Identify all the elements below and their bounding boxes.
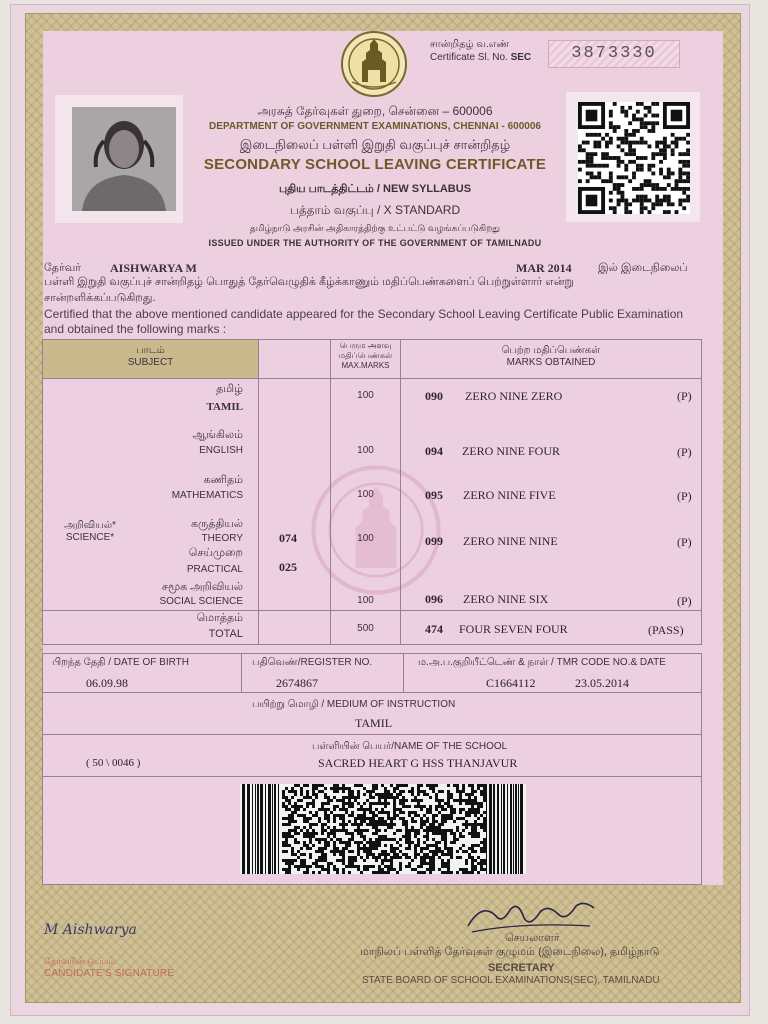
department-name-tamil: அரசுத் தேர்வுகள் துறை, சென்னை – 600006 [257, 104, 493, 118]
marks-words-maths: ZERO NINE FIVE [463, 488, 556, 502]
marks-words-total: FOUR SEVEN FOUR [459, 622, 568, 636]
register-label: பதிவெண்/REGISTER NO. [252, 657, 373, 668]
qr-code-icon [578, 102, 690, 214]
marks-words-science: ZERO NINE NINE [463, 534, 558, 548]
marks-words-tamil: ZERO NINE ZERO [465, 389, 563, 403]
certificate-title: SECONDARY SCHOOL LEAVING CERTIFICATE [203, 156, 547, 173]
statement-tamil-line3: சான்றளிக்கப்படுகிறது. [44, 292, 156, 304]
marks-english: 094 [425, 444, 443, 458]
authority-tamil: தமிழ்நாடு அரசின் அதிகாரத்திற்கு உட்பட்டு வழங்கப்படுகிறது [249, 223, 501, 233]
max-marks-total: 500 [357, 623, 374, 634]
max-marks-science: 100 [357, 533, 374, 544]
marks-maths: 095 [425, 488, 443, 502]
max-marks-maths: 100 [357, 489, 374, 500]
candidate-label-tamil: தேர்வர் [44, 262, 81, 274]
statement-tamil-line1: இல் இடைநிலைப் [598, 262, 688, 274]
marks-science: 099 [425, 534, 443, 548]
barcode-icon [240, 784, 526, 874]
result-social: (P) [677, 594, 692, 608]
max-marks-header: பெரும அளவு மதிப்பெண்கள் MAX.MARKS [338, 341, 393, 370]
syllabus: புதிய பாடத்திட்டம் / NEW SYLLABUS [278, 183, 472, 195]
school-name: SACRED HEART G HSS THANJAVUR [318, 756, 518, 770]
total-label: TOTAL [208, 628, 243, 640]
total-ta: மொத்தம் [196, 612, 243, 624]
result-total: (PASS) [648, 623, 684, 637]
science-practical-ta: செய்முறை [188, 547, 243, 559]
board-name-tamil: மாநிலப் பள்ளித் தேர்வுகள் குழுமம் (இடைநிலை), தமிழ்நாடு [360, 946, 660, 958]
subject-header: பாடம் SUBJECT [127, 345, 174, 368]
marks-social: 096 [425, 592, 443, 606]
subject-english-ta: ஆங்கிலம் [192, 429, 243, 441]
secretary-title: SECRETARY [488, 962, 555, 974]
subject-science: அறிவியல்* SCIENCE* [64, 520, 116, 543]
subject-social-ta: சமூக அறிவியல் [161, 581, 243, 593]
candidate-signature-label-tamil: தேர்வரின் ஒப்பம் [44, 956, 116, 966]
subject-maths-ta: கணிதம் [203, 474, 243, 486]
certificate-title-tamil: இடைநிலைப் பள்ளி இறுதி வகுப்புச் சான்றிதழ் [239, 137, 511, 152]
result-tamil: (P) [677, 389, 692, 403]
subject-english: ENGLISH [199, 445, 243, 456]
dob-label: பிறந்த தேதி / DATE OF BIRTH [52, 657, 189, 668]
science-theory-ta: கருத்தியல் [191, 518, 243, 530]
science-theory: THEORY [201, 533, 243, 544]
science-practical: PRACTICAL [186, 564, 243, 575]
register-number: 2674867 [276, 676, 318, 690]
result-science: (P) [677, 535, 692, 549]
result-english: (P) [677, 445, 692, 459]
certificate-number-label: சான்றிதழ் வ.எண் Certificate Sl. No. SEC [430, 39, 532, 63]
tamilnadu-emblem-icon [338, 30, 410, 100]
board-name: STATE BOARD OF SCHOOL EXAMINATIONS(SEC), TAMILNADU [362, 975, 660, 986]
science-practical-score: 025 [279, 560, 297, 574]
marks-table [42, 339, 702, 645]
subject-social: SOCIAL SCIENCE [159, 596, 243, 607]
medium-label: பயிற்று மொழி / MEDIUM OF INSTRUCTION [252, 699, 456, 710]
marks-tamil: 090 [425, 389, 443, 403]
statement-english: Certified that the above mentioned candidate appeared for the Secondary School Leaving Certificate Public Examination and obtained the following marks : [44, 307, 684, 336]
marks-words-social: ZERO NINE SIX [463, 592, 549, 606]
standard: பத்தாம் வகுப்பு / X STANDARD [289, 203, 461, 217]
certificate-number: 3873330 [548, 40, 680, 68]
subject-tamil-ta: தமிழ் [216, 383, 243, 395]
marks-obtained-header: பெற்ற மதிப்பெண்கள் MARKS OBTAINED [501, 345, 601, 368]
statement-tamil-line2: பள்ளி இறுதி வகுப்புச் சான்றிதழ் பொதுத் தேர்வெழுதிக் கீழ்க்காணும் மதிப்பெண்களைப் பெற்றுள்ளார் என்று [44, 276, 574, 288]
candidate-signature: M Aishwarya [44, 922, 137, 938]
tmr-code: C1664112 [486, 676, 536, 690]
school-label: பள்ளியின் பெயர்/NAME OF THE SCHOOL [312, 741, 508, 752]
candidate-name: AISHWARYA M [110, 261, 197, 275]
tmr-date: 23.05.2014 [575, 676, 629, 690]
department-name: DEPARTMENT OF GOVERNMENT EXAMINATIONS, CHENNAI - 600006 [209, 121, 541, 132]
marks-total: 474 [425, 622, 443, 636]
max-marks-social: 100 [357, 595, 374, 606]
marks-words-english: ZERO NINE FOUR [462, 444, 560, 458]
tmr-label: ம.அ.ப.குறியீட்டெண் & நாள் / TMR CODE NO.& DATE [418, 657, 666, 668]
max-marks-tamil: 100 [357, 390, 374, 401]
max-marks-english: 100 [357, 445, 374, 456]
exam-month-year: MAR 2014 [516, 261, 572, 275]
science-theory-score: 074 [279, 531, 297, 545]
date-of-birth: 06.09.98 [86, 676, 128, 690]
school-code: ( 50 \ 0046 ) [86, 757, 141, 769]
secretary-title-tamil: செயலாளர் [505, 932, 560, 944]
result-maths: (P) [677, 489, 692, 503]
authority: ISSUED UNDER THE AUTHORITY OF THE GOVERNMENT OF TAMILNADU [208, 238, 542, 248]
subject-maths: MATHEMATICS [171, 490, 243, 501]
subject-tamil: TAMIL [206, 401, 243, 413]
candidate-signature-label: CANDIDATE'S SIGNATURE [44, 968, 175, 979]
medium-of-instruction: TAMIL [355, 716, 393, 730]
candidate-photo [72, 107, 176, 211]
